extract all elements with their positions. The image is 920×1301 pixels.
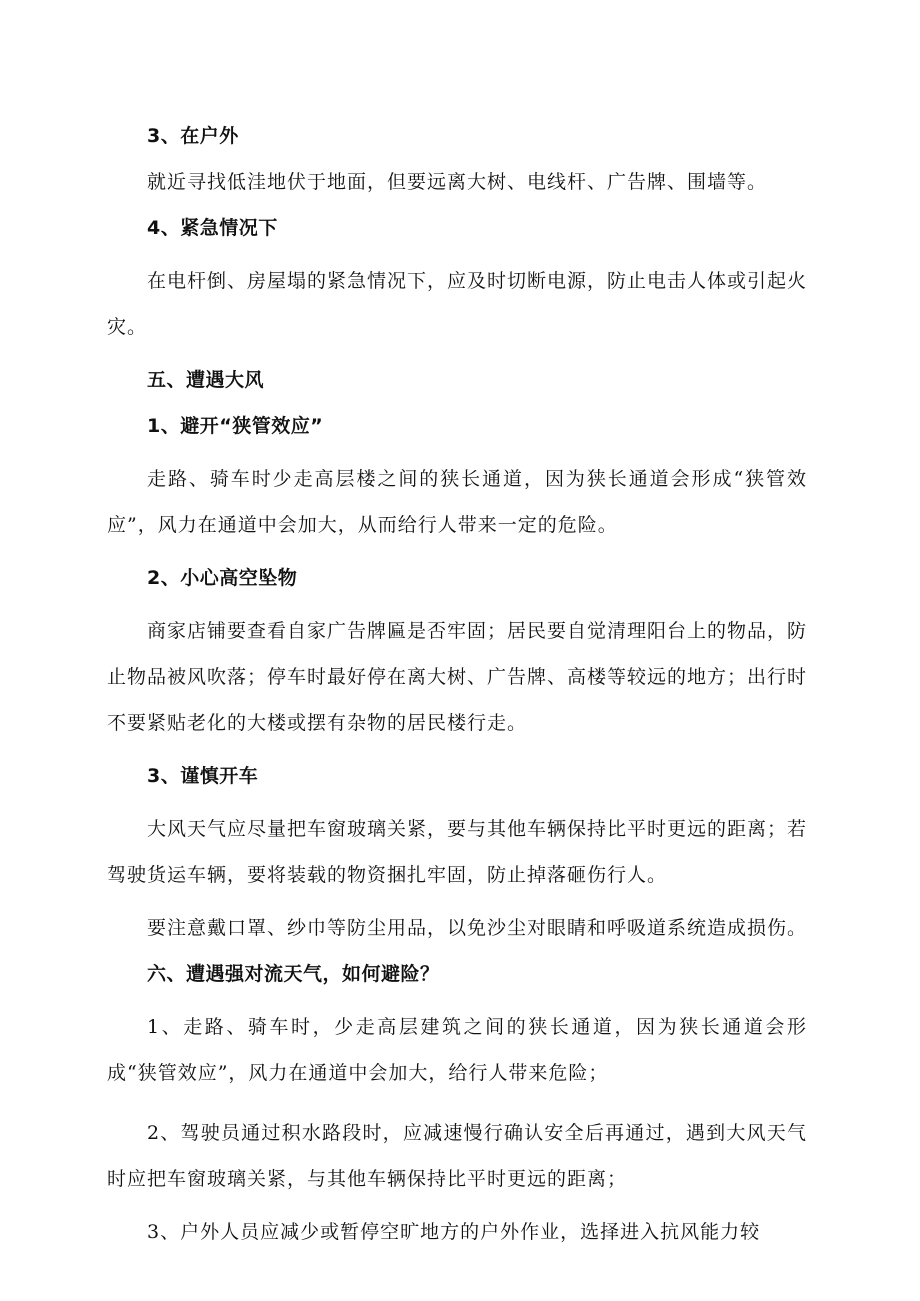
paragraph-item-2: 2、驾驶员通过积水路段时，应减速慢行确认安全后再通过，遇到大风天气时应把车窗玻璃关紧，与其他车辆保持比平时更远的距离； [107, 1122, 807, 1190]
paragraph-dust-protection: 要注意戴口罩、纱巾等防尘用品，以免沙尘对眼睛和呼吸道系统造成损伤。 [147, 917, 808, 939]
section-heading-outdoor: 3、在户外 [147, 125, 239, 147]
chapter-heading-strong-wind: 五、遭遇大风 [147, 369, 265, 391]
paragraph-falling-objects: 商家店铺要查看自家广告牌匾是否牢固；居民要自觉清理阳台上的物品，防止物品被风吹落；停车时最好停在离大树、广告牌、高楼等较远的地方；出行时不要紧贴老化的大楼或摆有杂物的居民楼行走。 [107, 620, 808, 734]
section-heading-narrow-tube: 1、避开“狭管效应” [147, 415, 324, 437]
paragraph-careful-driving: 大风天气应尽量把车窗玻璃关紧，要与其他车辆保持比平时更远的距离；若驾驶货运车辆，要将装载的物资捆扎牢固，防止掉落砸伤行人。 [107, 818, 808, 886]
paragraph-item-3: 3、户外人员应减少或暂停空旷地方的户外作业，选择进入抗风能力较 [147, 1221, 761, 1243]
section-heading-emergency: 4、紧急情况下 [147, 217, 278, 239]
section-heading-careful-driving: 3、谨慎开车 [147, 765, 259, 787]
paragraph-emergency: 在电杆倒、房屋塌的紧急情况下，应及时切断电源，防止电击人体或引起火灾。 [107, 270, 808, 338]
chapter-heading-convective-weather: 六、遭遇强对流天气，如何避险？ [147, 963, 440, 985]
section-heading-falling-objects: 2、小心高空坠物 [147, 567, 298, 589]
document-body [107, 120, 807, 1262]
paragraph-outdoor: 就近寻找低洼地伏于地面，但要远离大树、电线杆、广告牌、围墙等。 [147, 171, 768, 193]
paragraph-item-1: 1、走路、骑车时，少走高层建筑之间的狭长通道，因为狭长通道会形成“狭管效应”，风力在通道中会加大，给行人带来危险； [107, 1016, 807, 1084]
paragraph-narrow-tube: 走路、骑车时少走高层楼之间的狭长通道，因为狭长通道会形成“狭管效应”，风力在通道中会加大，从而给行人带来一定的危险。 [107, 468, 807, 536]
